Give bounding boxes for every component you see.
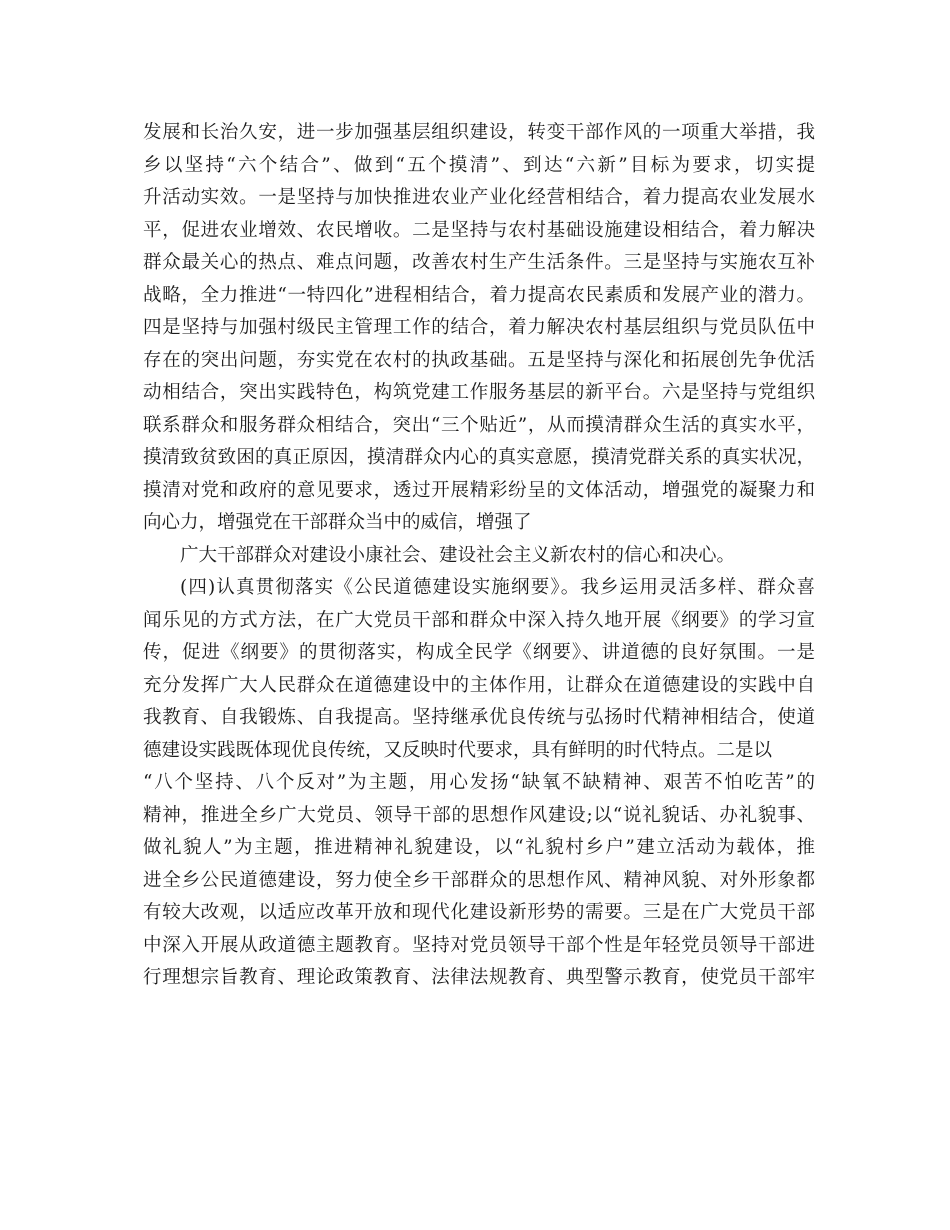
text-line: 战略，全力推进“一特四化”进程相结合，着力提高农民素质和发展产业的潜力。 [143,284,815,306]
text-line: 德建设实践既体现优良传统，又反映时代要求，具有鲜明的时代特点。二是以 [143,739,773,761]
text-line: 闻乐见的方式方法，在广大党员干部和群众中深入持久地开展《纲要》的学习宣 [143,609,815,631]
text-line: 四是坚持与加强村级民主管理工作的结合，着力解决农村基层组织与党员队伍中 [143,317,815,338]
document-body [143,117,815,995]
text-line: 联系群众和服务群众相结合，突出“三个贴近”，从而摸清群众生活的真实水平， [143,414,815,436]
text-line: “八个坚持、八个反对”为主题，用心发扬“缺氧不缺精神、艰苦不怕吃苦”的 [143,772,815,793]
text-line: 有较大改观，以适应改革开放和现代化建设新形势的需要。三是在广大党员干部 [143,902,815,923]
paragraph-line: 广大干部群众对建设小康社会、建设社会主义新农村的信心和决心。 [180,544,736,566]
text-line: 进全乡公民道德建设，努力使全乡干部群众的思想作风、精神风貌、对外形象都 [143,869,815,891]
text-line: 做礼貌人”为主题，推进精神礼貌建设，以“礼貌村乡户”建立活动为载体，推 [143,837,815,858]
text-line: 升活动实效。一是坚持与加快推进农业产业化经营相结合，着力提高农业发展水 [143,187,815,208]
text-line: 传，促进《纲要》的贯彻落实，构成全民学《纲要》、讲道德的良好氛围。一是 [143,642,815,663]
text-line: 行理想宗旨教育、理论政策教育、法律法规教育、典型警示教育，使党员干部牢 [143,967,815,988]
text-line: 中深入开展从政道德主题教育。坚持对党员领导干部个性是年轻党员领导干部进 [143,934,815,956]
text-line: 摸清对党和政府的意见要求，透过开展精彩纷呈的文体活动，增强党的凝聚力和 [143,479,815,501]
text-line: 发展和长治久安，进一步加强基层组织建设，转变干部作风的一项重大举措，我 [143,122,815,143]
text-line: 动相结合，突出实践特色，构筑党建工作服务基层的新平台。六是坚持与党组织 [143,382,815,403]
text-line: 乡以坚持“六个结合”、做到“五个摸清”、到达“六新”目标为要求，切实提 [143,154,815,176]
text-line: 平，促进农业增效、农民增收。二是坚持与农村基础设施建设相结合，着力解决 [143,219,815,241]
text-line: 向心力，增强党在干部群众当中的威信，增强了 [143,512,532,533]
text-line: 存在的突出问题，夯实党在农村的执政基础。五是坚持与深化和拓展创先争优活 [143,349,815,371]
text-line: 摸清致贫致困的真正原因，摸清群众内心的真实意愿，摸清党群关系的真实状况， [143,447,815,468]
text-line: 群众最关心的热点、难点问题，改善农村生产生活条件。三是坚持与实施农互补 [143,252,815,273]
text-line: 充分发挥广大人民群众在道德建设中的主体作用，让群众在道德建设的实践中自 [143,674,815,696]
text-line: 精神，推进全乡广大党员、领导干部的思想作风建设;以“说礼貌话、办礼貌事、 [143,804,815,826]
section-heading-line: (四)认真贯彻落实《公民道德建设实施纲要》。我乡运用灵活多样、群众喜 [180,577,815,598]
text-line: 我教育、自我锻炼、自我提高。坚持继承优良传统与弘扬时代精神相结合，使道 [143,707,815,728]
